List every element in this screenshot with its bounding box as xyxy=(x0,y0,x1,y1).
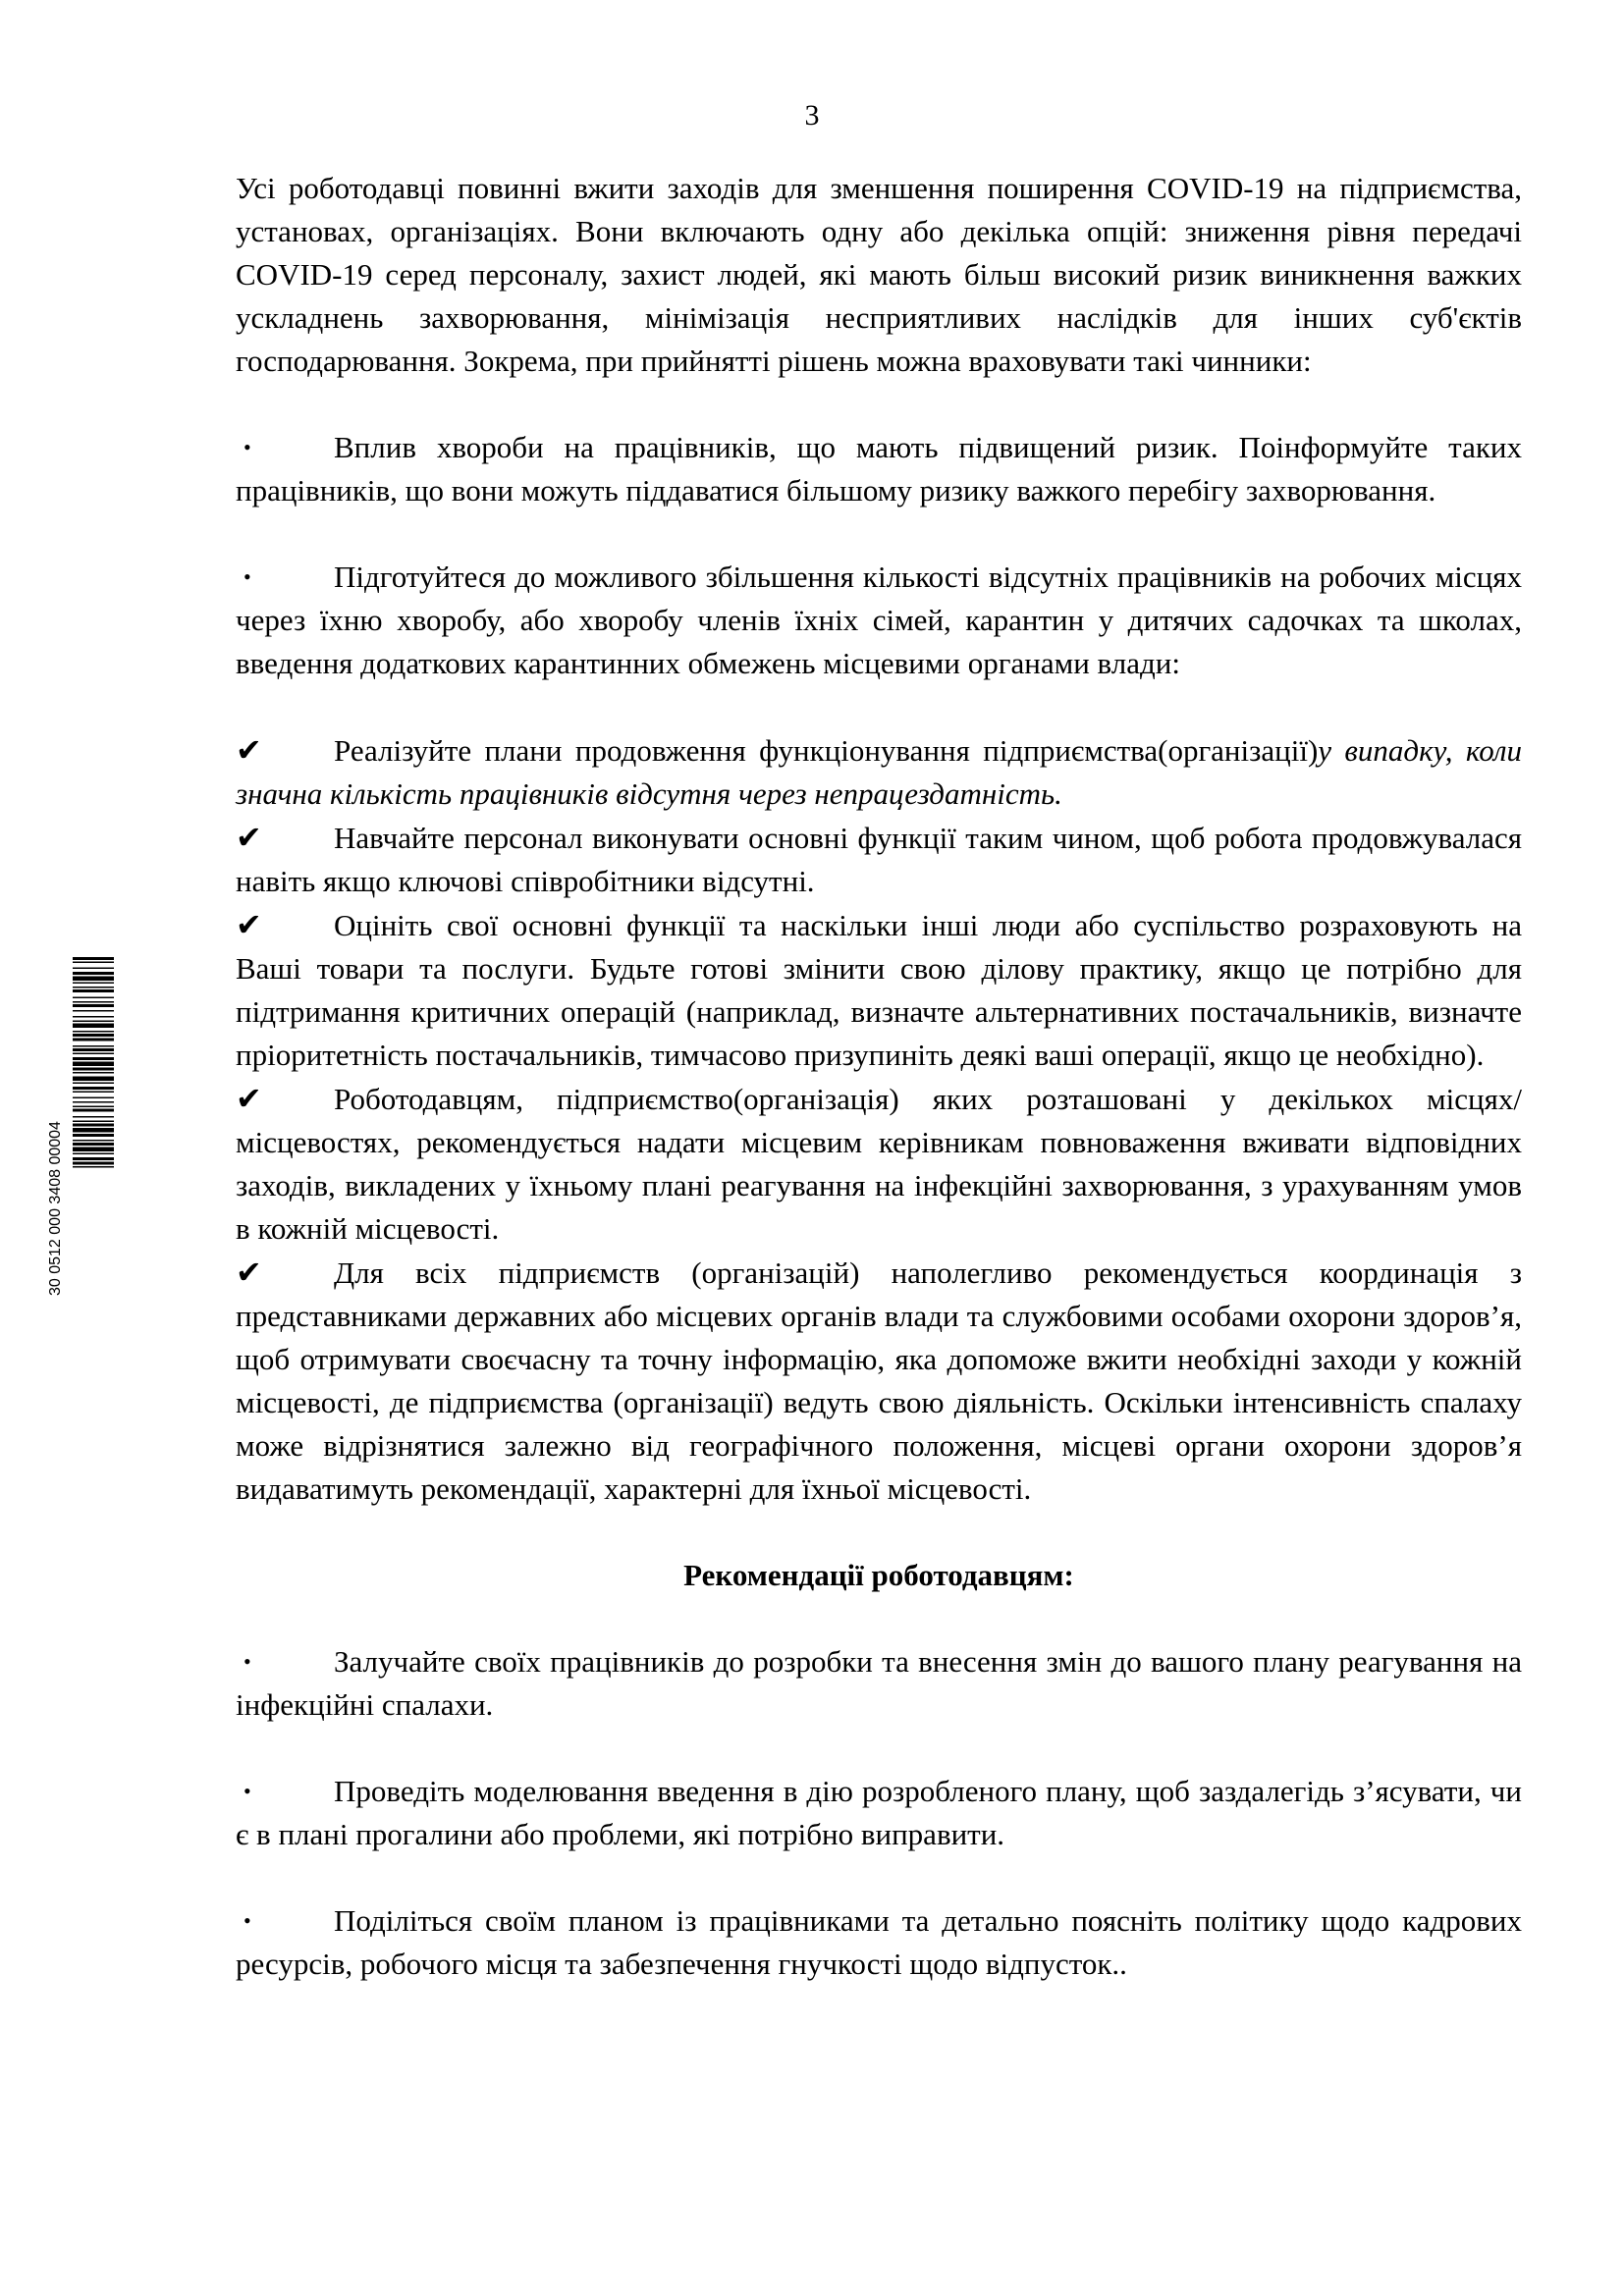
check-list-item xyxy=(236,903,1522,1077)
barcode-bar xyxy=(73,1109,114,1112)
barcode-bar xyxy=(73,1048,114,1051)
barcode-bar xyxy=(73,1140,114,1142)
barcode-bar xyxy=(73,1101,114,1103)
list-item xyxy=(236,1770,1522,1856)
barcode-bar xyxy=(73,987,114,988)
barcode-bar xyxy=(73,1057,114,1060)
check-mark-icon: ✔ xyxy=(236,907,262,942)
barcode-bar xyxy=(73,968,114,970)
list-item xyxy=(236,1640,1522,1727)
barcode-bar xyxy=(73,1121,114,1123)
barcode-bar xyxy=(73,983,114,985)
list-item xyxy=(236,556,1522,685)
barcode-bar xyxy=(73,1153,114,1155)
list-item-text: Залучайте своїх працівників до розробки та внесення змін до вашого плану реагування на інфекційні спалахи. xyxy=(236,1644,1522,1722)
barcode-bar xyxy=(73,997,114,999)
barcode-bar xyxy=(73,1092,114,1094)
barcode-bar xyxy=(73,1004,114,1007)
barcode-bar xyxy=(73,1068,114,1071)
list-item xyxy=(236,426,1522,512)
check-item-text: Реалізуйте плани продовження функціонування підприємства(організації) xyxy=(334,733,1319,768)
check-list-item xyxy=(236,1251,1522,1511)
barcode-bar xyxy=(73,1143,114,1146)
document-body xyxy=(236,167,1522,1986)
check-mark-icon: ✔ xyxy=(236,1255,262,1290)
list-item-text: Підготуйтеся до можливого збільшення кількості відсутніх працівників на робочих місцях через їхню хворобу, або хворобу членів їхніх сімей, карантин у дитячих садочках та школах, введення додаткових карантинних обмежень місцевими органами влади: xyxy=(236,560,1522,680)
barcode-bar xyxy=(73,1134,114,1137)
barcode-bar xyxy=(73,1072,114,1074)
section-heading: Рекомендації роботодавцям: xyxy=(683,1558,1074,1592)
check-item-text: Для всіх підприємств (організацій) наполегливо рекомендується координація з представниками державних або місцевих органів влади та службовими особами охорони здоров’я, щоб отримувати своєчасну та точну інформацію, яка допоможе вжити необхідні заходи у кожній місцевості, де підприємства (організації) ведуть свою діяльність. Оскільки інтенсивність спалаху може відрізнятися залежно від географічного положення, місцеві органи охорони здоров’я видаватимуть рекомендації, характерні для їхньої місцевості. xyxy=(236,1255,1522,1506)
list-item xyxy=(236,1899,1522,1986)
list-item-text: Проведіть моделювання введення в дію розробленого плану, щоб заздалегідь з’ясувати, чи є в плані прогалини або проблеми, які потрібно виправити. xyxy=(236,1774,1522,1851)
check-item-text: Навчайте персонал виконувати основні функції таким чином, щоб робота продовжувалася навіть якщо ключові співробітники відсутні. xyxy=(236,821,1522,898)
barcode-bar xyxy=(73,1010,114,1012)
barcode-bar xyxy=(73,1031,114,1033)
barcode-bar xyxy=(73,1106,114,1108)
list-item-text: Поділіться своїм планом із працівниками та детально поясніть політику щодо кадрових ресурсів, робочого місця та забезпечення гнучкості щодо відпусток.. xyxy=(236,1903,1522,1981)
barcode-bar xyxy=(73,1077,114,1082)
barcode-bar xyxy=(73,977,114,982)
barcode-bar xyxy=(73,989,114,992)
check-item-text: Оцініть свої основні функції та наскільки інші люди або суспільство розраховують на Ваші товари та послуги. Будьте готові змінити свою ділову практику, якщо це потрібно для підтримання критичних операцій (наприклад, визначте альтернативних постачальників, визначте пріоритетність постачальників, тимчасово призупиніть деякі ваші операції, якщо це необхідно). xyxy=(236,908,1522,1072)
check-item-italic-text: у випадку, коли значна кількість працівників відсутня через непрацездатність. xyxy=(236,733,1522,811)
barcode-bar xyxy=(73,1021,114,1023)
bullet-icon: • xyxy=(244,1649,251,1674)
check-list-item xyxy=(236,816,1522,903)
barcode-bar xyxy=(73,1157,114,1160)
barcode-bar xyxy=(73,1039,114,1041)
bullet-icon: • xyxy=(244,564,251,589)
bullet-icon: • xyxy=(244,435,251,459)
check-mark-icon: ✔ xyxy=(236,1081,262,1116)
barcode-digits-text: 30 0512 000 3408 00004 xyxy=(47,1121,64,1296)
check-item-text: Роботодавцям, підприємство(організація) яких розташовані у декількох місцях/місцевостях, рекомендується надати місцевим керівникам повноваження вживати відповідних заходів, викладених у їхньому плані реагування на інфекційні захворювання, з урахуванням умов в кожній місцевості. xyxy=(236,1082,1522,1246)
barcode-icon xyxy=(47,957,116,1296)
check-mark-icon: ✔ xyxy=(236,732,262,768)
barcode-bar xyxy=(73,1166,114,1168)
barcode-bar xyxy=(73,1083,114,1085)
check-list-item xyxy=(236,1077,1522,1251)
bullet-icon: • xyxy=(244,1779,251,1803)
barcode-bar xyxy=(73,1124,114,1127)
barcode-bar xyxy=(73,1148,114,1152)
barcode-bar xyxy=(73,1062,114,1067)
page-number: 3 xyxy=(804,99,820,132)
list-item-text: Вплив хвороби на працівників, що мають підвищений ризик. Поінформуйте таких працівників, що вони можуть піддаватися більшому ризику важкого перебігу захворювання. xyxy=(236,430,1522,507)
barcode-bar xyxy=(73,1097,114,1099)
barcode-bar xyxy=(73,1087,114,1090)
barcode-bar xyxy=(73,1162,114,1165)
barcode-bar xyxy=(73,972,114,975)
barcode-bar xyxy=(73,1053,114,1055)
barcode-bar xyxy=(73,957,114,960)
barcode-bar xyxy=(73,962,114,964)
check-list-item xyxy=(236,728,1522,816)
barcode-bar xyxy=(73,1128,114,1133)
intro-paragraph: Усі роботодавці повинні вжити заходів для зменшення поширення COVID-19 на підприємства, установах, організаціях. Вони включають одну або декілька опцій: зниження рівня передачі COVID-19 серед персоналу, захист людей, які мають більш високий ризик виникнення важких ускладнень захворювання, мінімізація несприятливих наслідків для інших суб'єктів господарювання. Зокрема, при прийнятті рішень можна враховувати такі чинники: xyxy=(236,171,1522,378)
barcode-bar xyxy=(73,1024,114,1029)
barcode-bar xyxy=(73,1001,114,1003)
bullet-icon: • xyxy=(244,1908,251,1933)
barcode-bar xyxy=(73,1045,114,1047)
check-mark-icon: ✔ xyxy=(236,820,262,855)
barcode-bar xyxy=(73,1034,114,1037)
barcode-bar xyxy=(73,1116,114,1118)
barcode-bar xyxy=(73,1016,114,1018)
